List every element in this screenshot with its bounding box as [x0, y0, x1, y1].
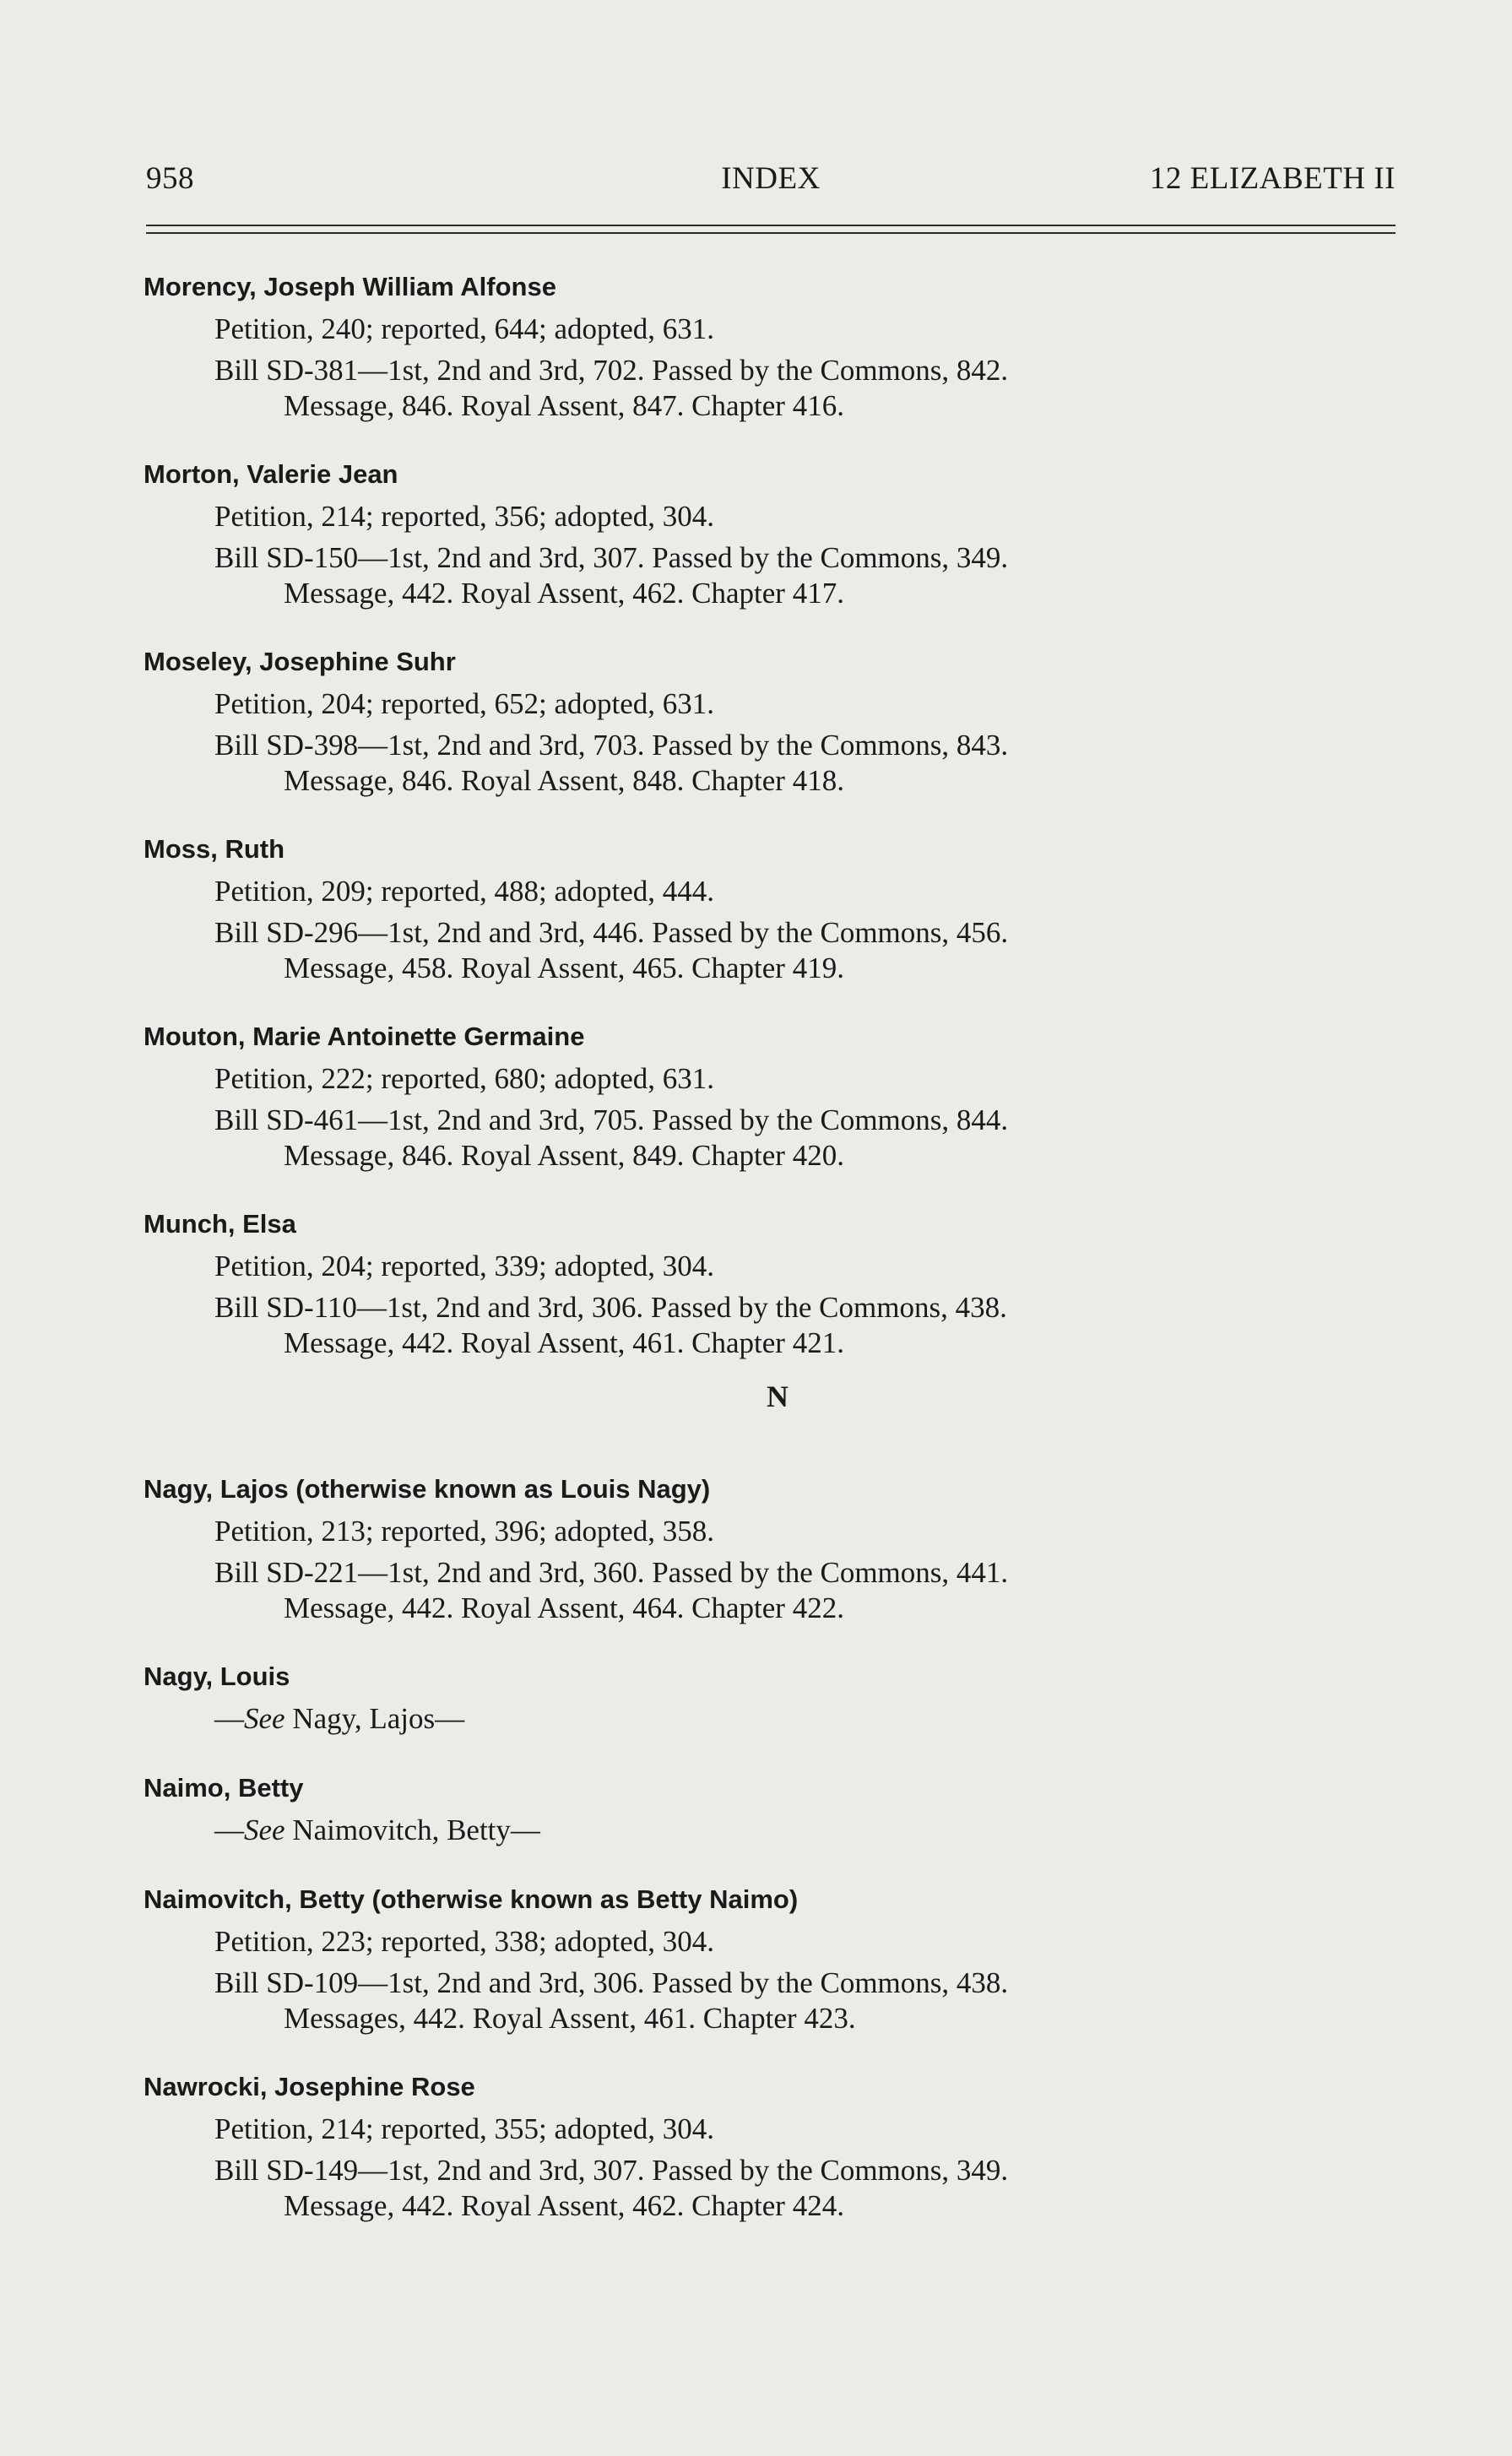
page-number: 958: [146, 161, 194, 196]
index-entry: [144, 2068, 1410, 2224]
entry-name: Nagy, Louis: [144, 1662, 290, 1691]
bill-line: Bill SD-109—1st, 2nd and 3rd, 306. Passed by the Commons, 438.: [214, 1966, 1009, 1999]
message-line: Message, 442. Royal Assent, 462. Chapter 417.: [284, 577, 844, 610]
see-prefix: —: [214, 1702, 244, 1735]
see-word: See: [244, 1814, 285, 1846]
see-reference: [144, 1700, 1410, 1738]
index-entry: [144, 1881, 1410, 2036]
running-head: [146, 160, 1395, 203]
petition-line: Petition, 222; reported, 680; adopted, 631.: [214, 1062, 714, 1095]
index-entry: [144, 456, 1410, 611]
entry-name: Moseley, Josephine Suhr: [144, 647, 456, 676]
petition-line: Petition, 223; reported, 338; adopted, 304.: [214, 1925, 714, 1958]
bill-line: Bill SD-149—1st, 2nd and 3rd, 307. Passed by the Commons, 349.: [214, 2154, 1009, 2187]
bill-line: Bill SD-221—1st, 2nd and 3rd, 360. Passed by the Commons, 441.: [214, 1556, 1009, 1589]
index-entry: [144, 831, 1410, 986]
message-line: Message, 442. Royal Assent, 464. Chapter 422.: [284, 1591, 844, 1624]
bill-line: Bill SD-110—1st, 2nd and 3rd, 306. Passed by the Commons, 438.: [214, 1291, 1007, 1324]
see-reference: [144, 1812, 1410, 1849]
entry-name: Naimovitch, Betty (otherwise known as Betty Naimo): [144, 1884, 799, 1914]
message-line: Message, 846. Royal Assent, 848. Chapter 418.: [284, 764, 844, 797]
entry-name: Morency, Joseph William Alfonse: [144, 272, 556, 301]
entry-name: Moss, Ruth: [144, 834, 285, 864]
entry-name: Munch, Elsa: [144, 1209, 296, 1239]
index-entry: [144, 1658, 1410, 1738]
message-line: Message, 846. Royal Assent, 849. Chapter 420.: [284, 1139, 844, 1172]
entry-name: Mouton, Marie Antoinette Germaine: [144, 1022, 585, 1051]
message-line: Message, 846. Royal Assent, 847. Chapter 416.: [284, 389, 844, 422]
bill-line: Bill SD-398—1st, 2nd and 3rd, 703. Passed by the Commons, 843.: [214, 729, 1009, 762]
bill-line: Bill SD-150—1st, 2nd and 3rd, 307. Passed by the Commons, 349.: [214, 541, 1009, 574]
section-letter: N: [767, 1380, 789, 1413]
index-entry: [144, 1206, 1410, 1361]
entry-name: Morton, Valerie Jean: [144, 459, 398, 489]
entry-name: Nawrocki, Josephine Rose: [144, 2072, 475, 2101]
bill-line: Bill SD-461—1st, 2nd and 3rd, 705. Passed by the Commons, 844.: [214, 1103, 1009, 1136]
index-entry: [144, 1018, 1410, 1174]
page-title: INDEX: [721, 161, 821, 196]
see-target: Nagy, Lajos—: [285, 1702, 465, 1735]
petition-line: Petition, 240; reported, 644; adopted, 631.: [214, 312, 714, 345]
entry-name: Nagy, Lajos (otherwise known as Louis Nagy): [144, 1474, 711, 1504]
index-entry: [144, 1471, 1410, 1626]
index-content: [144, 268, 1410, 2256]
petition-line: Petition, 214; reported, 356; adopted, 304.: [214, 500, 714, 533]
petition-line: Petition, 214; reported, 355; adopted, 304.: [214, 2112, 714, 2145]
volume-label: 12 ELIZABETH II: [1149, 161, 1395, 196]
see-target: Naimovitch, Betty—: [285, 1814, 540, 1846]
petition-line: Petition, 204; reported, 339; adopted, 304.: [214, 1250, 714, 1282]
message-line: Message, 458. Royal Assent, 465. Chapter 419.: [284, 951, 844, 984]
message-line: Messages, 442. Royal Assent, 461. Chapter 423.: [284, 2002, 856, 2035]
index-entry: [144, 643, 1410, 799]
see-word: See: [244, 1702, 285, 1735]
header-rule-top: [146, 225, 1395, 226]
bill-line: Bill SD-381—1st, 2nd and 3rd, 702. Passed by the Commons, 842.: [214, 354, 1009, 387]
header-rule-bottom: [146, 232, 1395, 234]
petition-line: Petition, 204; reported, 652; adopted, 631.: [214, 687, 714, 720]
petition-line: Petition, 209; reported, 488; adopted, 444.: [214, 875, 714, 908]
see-prefix: —: [214, 1814, 244, 1846]
bill-line: Bill SD-296—1st, 2nd and 3rd, 446. Passed by the Commons, 456.: [214, 916, 1009, 949]
message-line: Message, 442. Royal Assent, 461. Chapter 421.: [284, 1326, 844, 1359]
index-entry: [144, 268, 1410, 424]
message-line: Message, 442. Royal Assent, 462. Chapter 424.: [284, 2189, 844, 2222]
petition-line: Petition, 213; reported, 396; adopted, 358.: [214, 1515, 714, 1548]
index-entry: [144, 1770, 1410, 1849]
entry-name: Naimo, Betty: [144, 1773, 304, 1803]
